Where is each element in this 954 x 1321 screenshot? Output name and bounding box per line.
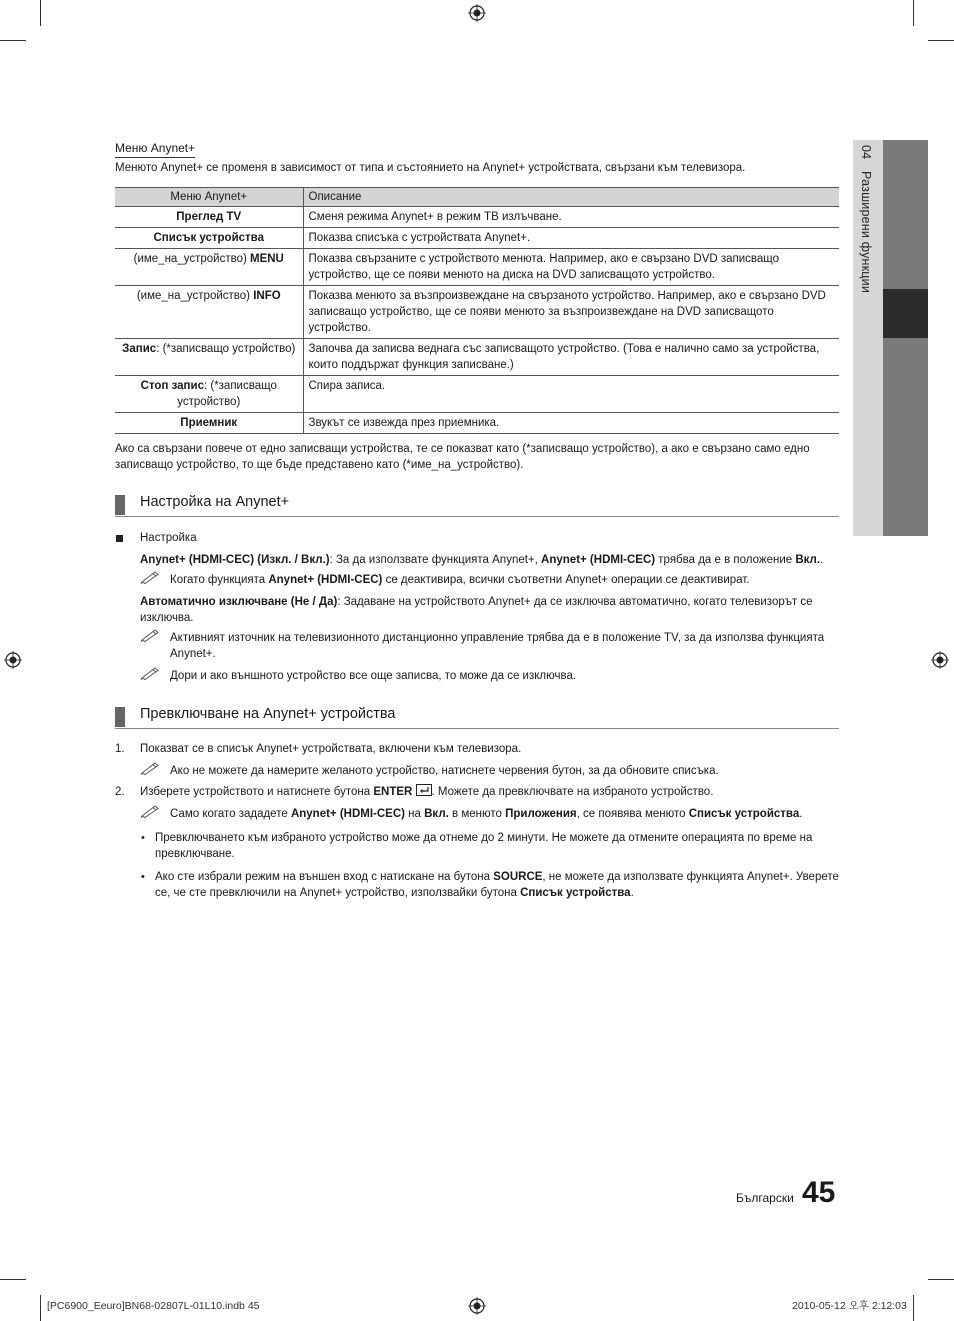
bullet-dot-icon: • [141, 832, 145, 844]
table-cell-menu [115, 286, 303, 339]
menu-item-name: Приемник [180, 417, 238, 429]
note-pencil-icon [140, 628, 160, 642]
print-imprint-file: [PC6900_Eeuro]BN68-02807L-01L10.indb 45 [47, 1300, 260, 1312]
crop-mark [0, 40, 26, 41]
crop-mark [40, 1295, 41, 1321]
menu-item-name: Запис [122, 343, 157, 355]
chapter-title: Разширени функции [859, 171, 873, 294]
table-header-description: Описание [303, 188, 839, 207]
side-tab-block [883, 338, 928, 536]
section-bar [115, 495, 125, 515]
note-pencil-icon [140, 570, 160, 584]
setup-item-title: Настройка [140, 532, 197, 544]
table-cell-menu [115, 376, 303, 413]
setup-note-2: Активният източник на телевизионното дистанционно управление трябва да е в положение TV, за да използва функцията Anynet+. [170, 632, 825, 660]
menu-item-name: Преглед TV [176, 211, 242, 223]
registration-mark-icon [468, 4, 486, 22]
section-divider [115, 728, 839, 729]
section-divider [115, 516, 839, 517]
step-1-text: Показват се в списък Anynet+ устройствата, включени към телевизора. [140, 743, 522, 755]
after-table-note: Ако са свързани повече от едно записващи устройства, те се показват като (*записващо устройство), а ако е свързано само едно записващо устройство, то ще бъде представено като (*име_на_устройство). [115, 443, 810, 471]
setup-section-title: Настройка на Anynet+ [140, 494, 290, 510]
square-bullet-icon [116, 535, 123, 542]
table-header-menu: Меню Anynet+ [115, 188, 303, 207]
table-row [115, 376, 839, 413]
crop-mark [928, 40, 954, 41]
menu-item-name: Списък устройства [153, 232, 264, 244]
step-number: 1. [115, 743, 125, 755]
table-cell-menu [115, 207, 303, 228]
crop-mark [928, 1279, 954, 1280]
registration-mark-icon [468, 1297, 486, 1315]
registration-mark-icon [931, 651, 949, 669]
setup-note-3: Дори и ако външното устройство все още записва, то може да се изключва. [170, 670, 577, 682]
crop-mark [913, 0, 914, 26]
print-imprint-date: 2010-05-12 오후 2:12:03 [792, 1300, 907, 1312]
menu-item-prefix: (име_на_устройство) [136, 290, 254, 302]
menu-section-title: Меню Anynet+ [115, 140, 195, 158]
step-number: 2. [115, 786, 125, 798]
menu-item-name: MENU [250, 253, 284, 265]
table-row [115, 207, 839, 228]
table-row [115, 413, 839, 434]
crop-mark [913, 1295, 914, 1321]
table-row [115, 228, 839, 249]
registration-mark-icon [4, 651, 22, 669]
menu-item-name: INFO [253, 290, 281, 302]
table-cell-menu [115, 249, 303, 286]
side-tab-active-marker [883, 289, 928, 338]
menu-item-suffix: : (*записващо устройство) [156, 343, 296, 355]
note-pencil-icon [140, 804, 160, 818]
step-2-note: Само когато зададете Anynet+ (HDMI-CEC) на Вкл. в менюто Приложения, се появява менюто Списък устройства. [170, 808, 803, 820]
table-cell-description: Сменя режима Anynet+ в режим ТВ излъчване. [303, 207, 839, 228]
step-2-text: Изберете устройството и натиснете бутона ENTER . Можете да превключвате на избраното устройство. [140, 786, 714, 798]
table-cell-menu [115, 339, 303, 376]
table-row [115, 339, 839, 376]
table-header-row [115, 188, 839, 207]
menu-item-suffix: : (*записващо устройство) [177, 380, 277, 408]
note-pencil-icon [140, 761, 160, 775]
setup-note-1: Когато функцията Anynet+ (HDMI-CEC) се деактивира, всички съответни Anynet+ операции се деактивират. [170, 574, 750, 586]
table-cell-description: Звукът се извежда през приемника. [303, 413, 839, 434]
table-cell-description: Показва свързаните с устройството менюта. Например, ако е свързано DVD записващо устройство, ще се появи менюто на диска на DVD записващото устройство. [303, 249, 839, 286]
note-pencil-icon [140, 666, 160, 680]
table-cell-menu [115, 228, 303, 249]
menu-item-name: Стоп запис [140, 380, 204, 392]
enter-key-icon [416, 784, 432, 796]
table-cell-description: Спира записа. [303, 376, 839, 413]
table-cell-description: Показва списъка с устройствата Anynet+. [303, 228, 839, 249]
footer-language: Български [736, 1191, 794, 1205]
table-row [115, 249, 839, 286]
table-cell-description: Започва да записва веднага със записващото устройство. (Това е налично само за устройства, които поддържат функция записване.) [303, 339, 839, 376]
page-number: 45 [802, 1176, 836, 1209]
chapter-number: 04 [859, 145, 873, 160]
bullet-dot-icon: • [141, 871, 145, 883]
bullet-text-2: Ако сте избрали режим на външен вход с натискане на бутона SOURCE, не можете да използвате функцията Anynet+. Уверете се, че сте превключили на Anynet+ устройство, използвайки бутона Списък устройства. [155, 871, 839, 899]
step-1-note: Ако не можете да намерите желаното устройство, натиснете червения бутон, за да обновите списъка. [170, 765, 719, 777]
table-cell-description: Показва менюто за възпроизвеждане на свързаното устройство. Например, ако е свързано DVD записващо устройство, ще се появи менюто за възпроизвеждане на DVD записващото устройство. [303, 286, 839, 339]
menu-section-description: Менюто Anynet+ се променя в зависимост от типа и състоянието на Anynet+ устройствата, свързани към телевизора. [115, 162, 746, 174]
setup-paragraph-hdmi-cec: Anynet+ (HDMI-CEC) (Изкл. / Вкл.): За да използвате функцията Anynet+, Anynet+ (HDMI-CEC) трябва да е в положение Вкл.. [140, 554, 824, 566]
table-row [115, 286, 839, 339]
side-tab-block [883, 140, 928, 289]
side-tab-label [858, 145, 874, 301]
crop-mark [0, 1279, 26, 1280]
crop-mark [40, 0, 41, 26]
menu-item-prefix: (име_на_устройство) [133, 253, 250, 265]
bullet-text-1: Превключването към избраното устройство може да отнеме до 2 минути. Не можете да отмените операцията по време на превключване. [155, 832, 813, 860]
table-cell-menu [115, 413, 303, 434]
section-bar [115, 707, 125, 727]
switch-section-title: Превключване на Anynet+ устройства [140, 706, 396, 722]
anynet-menu-table [115, 187, 839, 434]
setup-paragraph-auto-off: Автоматично изключване (Не / Да): Задаване на устройството Anynet+ да се изключва автоматично, когато телевизорът се изключва. [140, 596, 813, 624]
